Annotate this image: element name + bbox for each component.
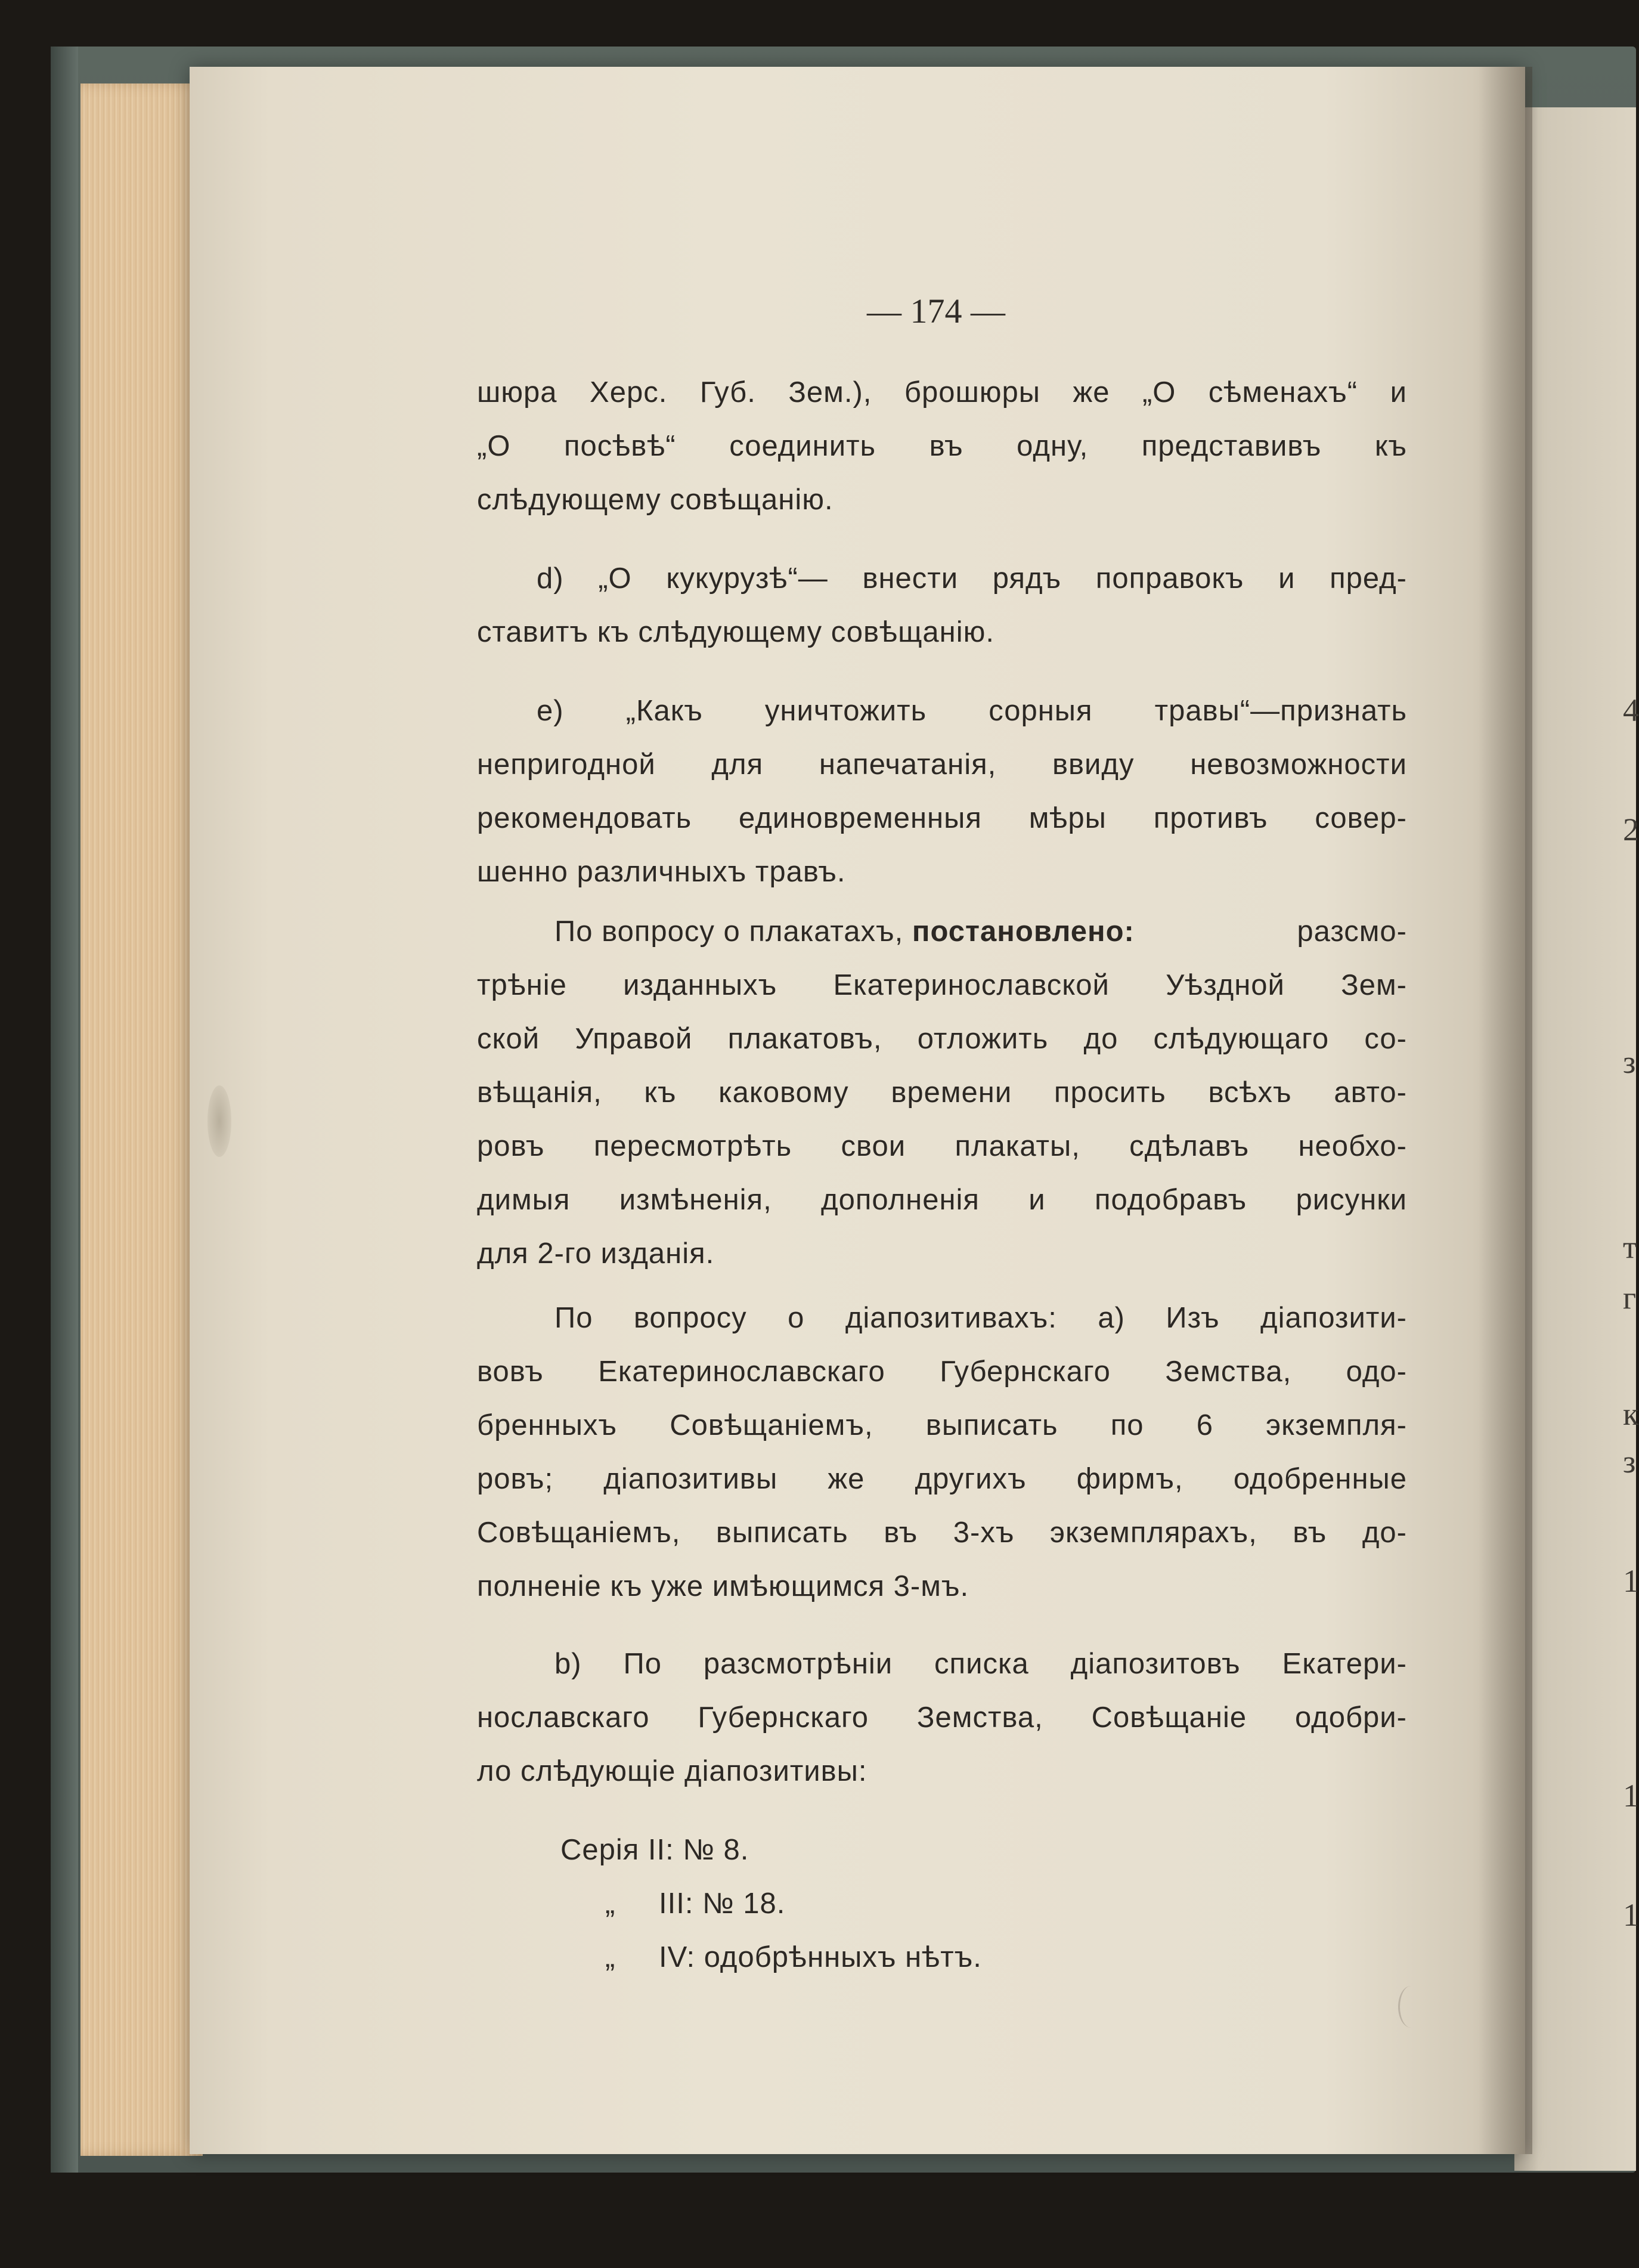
text-line: ской Управой плакатовъ, отложить до слѣдующаго со- (477, 1023, 1407, 1055)
text-line: b) По разсмотрѣніи списка діапозитовъ Екатери- (554, 1648, 1407, 1680)
fragment: 1 (1623, 1897, 1639, 1933)
fragment: к (1623, 1396, 1639, 1432)
text-span: По вопросу о плакатахъ, (554, 915, 904, 948)
text-line: вовъ Екатеринославскаго Губернскаго Земства, одо- (477, 1356, 1407, 1388)
text-line: ставитъ къ слѣдующему совѣщанію. (477, 616, 994, 648)
facing-page (1514, 107, 1639, 2171)
text-line: полненіе къ уже имѣющимся 3-мъ. (477, 1570, 969, 1602)
text-line: шенно различныхъ травъ. (477, 856, 846, 888)
ditto-mark: „ (605, 1888, 616, 1920)
page-stain (207, 1085, 231, 1157)
text-line: для 2-го изданія. (477, 1237, 715, 1270)
text-line: димыя измѣненія, дополненія и подобравъ рисунки (477, 1184, 1407, 1216)
ditto-mark: „ (605, 1941, 616, 1973)
spine-shadow (1479, 67, 1532, 2154)
text-line (554, 914, 1407, 949)
list-item: Серія II: № 8. (560, 1834, 749, 1866)
text-line: нославскаго Губернскаго Земства, Совѣщаніе одобри- (477, 1701, 1407, 1734)
list-text: IV: одобрѣнныхъ нѣтъ. (659, 1941, 982, 1973)
text-line: вѣщанія, къ каковому времени просить всѣхъ авто- (477, 1076, 1407, 1109)
text-line: e) „Какъ уничтожить сорныя травы“—признать (537, 695, 1407, 727)
page-edges (80, 83, 203, 2156)
text-line: рекомендовать единовременныя мѣры противъ совер- (477, 802, 1407, 834)
bold-keyword: постановлено: (912, 915, 1135, 948)
cover-edge (51, 47, 78, 2173)
text-line: бренныхъ Совѣщаніемъ, выписать по 6 экземпля- (477, 1409, 1407, 1441)
text-line: ло слѣдующіе діапозитивы: (477, 1755, 867, 1787)
text-line: непригодной для напечатанія, ввиду невозможности (477, 748, 1407, 781)
text-line: слѣдующему совѣщанію. (477, 484, 834, 516)
pencil-mark (1398, 1986, 1424, 2028)
fragment: з (1623, 1044, 1636, 1080)
list-text: III: № 18. (659, 1888, 786, 1920)
text-line: ровъ пересмотрѣть свои плакаты, сдѣлавъ необхо- (477, 1130, 1407, 1162)
text-line: „О посѣвѣ“ соединить въ одну, представивъ къ (477, 430, 1407, 462)
fragment: 4 (1623, 692, 1639, 728)
fragment: 2 (1623, 812, 1639, 847)
text-line: шюра Херс. Губ. Зем.), брошюры же „О сѣменахъ“ и (477, 376, 1407, 409)
text-line: Совѣщаніемъ, выписать въ 3-хъ экземплярахъ, въ до- (477, 1517, 1407, 1549)
text-line: ровъ; діапозитивы же другихъ фирмъ, одобренные (477, 1463, 1407, 1495)
fragment: з (1623, 1444, 1636, 1480)
text-span: разсмо- (1297, 915, 1407, 948)
fragment: г (1623, 1280, 1637, 1316)
fragment: т (1623, 1229, 1637, 1265)
text-line: d) „О кукурузѣ“— внести рядъ поправокъ и пред- (537, 562, 1407, 595)
fragment: 1 (1623, 1778, 1639, 1814)
page-number: — 174 — (867, 292, 1005, 330)
fragment: 1 (1623, 1563, 1639, 1599)
text-line: трѣніе изданныхъ Екатеринославской Уѣздной Зем- (477, 969, 1407, 1001)
text-line: По вопросу о діапозитивахъ: a) Изъ діапозити- (554, 1302, 1407, 1334)
